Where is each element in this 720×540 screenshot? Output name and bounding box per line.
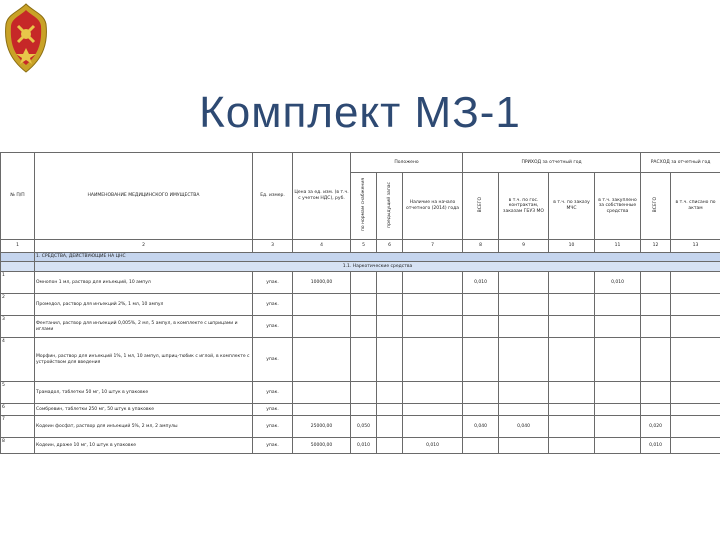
header-group-polozheno: Положено bbox=[351, 153, 463, 173]
cell-prev bbox=[377, 382, 403, 404]
cell-inc-mchs bbox=[549, 404, 595, 416]
table-row bbox=[1, 272, 720, 294]
cell-prev bbox=[377, 294, 403, 316]
cell-inc-total: 0,040 bbox=[463, 416, 499, 438]
cell-no: 6 bbox=[1, 404, 35, 416]
column-number: 9 bbox=[499, 240, 549, 253]
cell-exp-writeoff bbox=[671, 404, 720, 416]
cell-norm bbox=[351, 294, 377, 316]
table-row bbox=[1, 382, 720, 404]
table-row bbox=[1, 294, 720, 316]
cell-name: Кодеин, драже 10 мг, 10 штук в упаковке bbox=[35, 438, 253, 454]
cell-price bbox=[293, 316, 351, 338]
cell-exp-writeoff bbox=[671, 382, 720, 404]
cell-exp-total: 0,010 bbox=[641, 438, 671, 454]
cell-inc-mchs bbox=[549, 416, 595, 438]
emblem-logo bbox=[4, 2, 48, 74]
header-group-expense: РАСХОД за отчетный год bbox=[641, 153, 720, 173]
cell-start bbox=[403, 404, 463, 416]
cell-no: 8 bbox=[1, 438, 35, 454]
cell-inc-total bbox=[463, 404, 499, 416]
cell-inc-total bbox=[463, 294, 499, 316]
cell-inc-total bbox=[463, 316, 499, 338]
column-numbers-row bbox=[1, 240, 720, 253]
cell-exp-writeoff bbox=[671, 316, 720, 338]
header-unit: Ед. измер. bbox=[253, 153, 293, 240]
cell-exp-total bbox=[641, 272, 671, 294]
cell-inc-own bbox=[595, 438, 641, 454]
cell-no: 2 bbox=[1, 294, 35, 316]
cell-name: Промедол, раствор для инъекций 2%, 1 мл, 10 ампул bbox=[35, 294, 253, 316]
cell-name: Кодеин фосфат, раствор для инъекций 5%, 2 мл, 2 ампулы bbox=[35, 416, 253, 438]
slide-title: Комплект МЗ-1 bbox=[199, 88, 521, 137]
cell-inc-total bbox=[463, 438, 499, 454]
cell-exp-total: 0,020 bbox=[641, 416, 671, 438]
cell-inc-contract bbox=[499, 338, 549, 382]
cell-exp-total bbox=[641, 294, 671, 316]
column-number: 4 bbox=[293, 240, 351, 253]
cell-inc-contract bbox=[499, 316, 549, 338]
cell-inc-mchs bbox=[549, 382, 595, 404]
cell-exp-total bbox=[641, 338, 671, 382]
header-price: Цена за ед. изм. (в т.ч. с учетом НДС), руб. bbox=[293, 153, 351, 240]
cell-price bbox=[293, 338, 351, 382]
header-expense-total: ВСЕГО bbox=[641, 173, 671, 240]
cell-price bbox=[293, 404, 351, 416]
cell-inc-own bbox=[595, 416, 641, 438]
cell-inc-own: 0,010 bbox=[595, 272, 641, 294]
cell-name: Омнопон 1 мл, раствор для инъекций, 10 ампул bbox=[35, 272, 253, 294]
column-number: 11 bbox=[595, 240, 641, 253]
column-number: 12 bbox=[641, 240, 671, 253]
cell-name: Трамадол, таблетки 50 мг, 10 штук в упаковке bbox=[35, 382, 253, 404]
cell-inc-total bbox=[463, 338, 499, 382]
cell-inc-mchs bbox=[549, 438, 595, 454]
table-row bbox=[1, 404, 720, 416]
cell-no: 3 bbox=[1, 316, 35, 338]
cell-price: 10000,00 bbox=[293, 272, 351, 294]
cell-start bbox=[403, 316, 463, 338]
cell-inc-mchs bbox=[549, 294, 595, 316]
column-number: 6 bbox=[377, 240, 403, 253]
column-number: 8 bbox=[463, 240, 499, 253]
cell-inc-contract: 0,040 bbox=[499, 416, 549, 438]
table-row bbox=[1, 438, 720, 454]
cell-start bbox=[403, 382, 463, 404]
cell-unit: упак. bbox=[253, 316, 293, 338]
column-number: 13 bbox=[671, 240, 720, 253]
header-group-income: ПРИХОД за отчетный год bbox=[463, 153, 641, 173]
cell-inc-mchs bbox=[549, 338, 595, 382]
header-no: № П/П bbox=[1, 153, 35, 240]
column-number: 5 bbox=[351, 240, 377, 253]
cell-norm bbox=[351, 382, 377, 404]
cell-norm bbox=[351, 316, 377, 338]
cell-price bbox=[293, 294, 351, 316]
header-income-mchs: в т.ч. по заказу МЧС bbox=[549, 173, 595, 240]
cell-exp-writeoff bbox=[671, 294, 720, 316]
cell-norm: 0,050 bbox=[351, 416, 377, 438]
cell-exp-total bbox=[641, 404, 671, 416]
cell-exp-total bbox=[641, 316, 671, 338]
column-number: 3 bbox=[253, 240, 293, 253]
medical-supplies-table bbox=[0, 152, 720, 454]
header-income-total: ВСЕГО bbox=[463, 173, 499, 240]
cell-inc-contract bbox=[499, 404, 549, 416]
column-number: 10 bbox=[549, 240, 595, 253]
cell-start bbox=[403, 294, 463, 316]
header-income-contract: в т.ч. по гос. контрактам, заказам ГБУЗ МО bbox=[499, 173, 549, 240]
cell-unit: упак. bbox=[253, 416, 293, 438]
cell-norm: 0,010 bbox=[351, 438, 377, 454]
header-income-own: в т.ч. закуплено за собственные средства bbox=[595, 173, 641, 240]
cell-price: 25000,00 bbox=[293, 416, 351, 438]
header-name: НАИМЕНОВАНИЕ МЕДИЦИНСКОГО ИМУЩЕСТВА bbox=[35, 153, 253, 240]
cell-inc-mchs bbox=[549, 272, 595, 294]
table-row bbox=[1, 316, 720, 338]
cell-inc-contract bbox=[499, 294, 549, 316]
header-norm: по нормам снабжения bbox=[351, 173, 377, 240]
subsection-row bbox=[1, 262, 720, 272]
table-row bbox=[1, 338, 720, 382]
cell-no: 7 bbox=[1, 416, 35, 438]
cell-inc-own bbox=[595, 316, 641, 338]
cell-no: 4 bbox=[1, 338, 35, 382]
section-title: 1. СРЕДСТВА, ДЕЙСТВУЮЩИЕ НА ЦНС bbox=[35, 253, 720, 262]
cell-unit: упак. bbox=[253, 404, 293, 416]
cell-inc-contract bbox=[499, 438, 549, 454]
cell-no: 5 bbox=[1, 382, 35, 404]
cell-exp-writeoff bbox=[671, 272, 720, 294]
column-number: 7 bbox=[403, 240, 463, 253]
cell-inc-contract bbox=[499, 382, 549, 404]
cell-price bbox=[293, 382, 351, 404]
cell-name: Сомбревин, таблетки 250 мг, 50 штук в упаковке bbox=[35, 404, 253, 416]
cell-inc-mchs bbox=[549, 316, 595, 338]
cell-inc-own bbox=[595, 294, 641, 316]
cell-name: Фентанил, раствор для инъекций 0,005%, 2 мл, 5 ампул, в комплекте с шприцами и иглами bbox=[35, 316, 253, 338]
cell-exp-writeoff bbox=[671, 416, 720, 438]
cell-start bbox=[403, 338, 463, 382]
cell-inc-total: 0,010 bbox=[463, 272, 499, 294]
cell-unit: упак. bbox=[253, 272, 293, 294]
cell-inc-own bbox=[595, 382, 641, 404]
cell-unit: упак. bbox=[253, 294, 293, 316]
cell-exp-writeoff bbox=[671, 338, 720, 382]
column-number: 1 bbox=[1, 240, 35, 253]
cell-norm bbox=[351, 272, 377, 294]
cell-start bbox=[403, 416, 463, 438]
cell-inc-own bbox=[595, 404, 641, 416]
cell-norm bbox=[351, 338, 377, 382]
cell-no: 1 bbox=[1, 272, 35, 294]
cell-prev bbox=[377, 438, 403, 454]
cell-exp-total bbox=[641, 382, 671, 404]
header-start: Наличие на начало отчетного (2014) года bbox=[403, 173, 463, 240]
cell-inc-contract bbox=[499, 272, 549, 294]
cell-prev bbox=[377, 338, 403, 382]
cell-inc-total bbox=[463, 382, 499, 404]
cell-price: 50000,00 bbox=[293, 438, 351, 454]
cell-name: Морфин, раствор для инъекций 1%, 1 мл, 10 ампул, шприц-тюбик с иглой, в комплекте с устройством для введения bbox=[35, 338, 253, 382]
cell-start bbox=[403, 272, 463, 294]
column-number: 2 bbox=[35, 240, 253, 253]
section-row bbox=[1, 253, 720, 262]
cell-prev bbox=[377, 272, 403, 294]
cell-unit: упак. bbox=[253, 338, 293, 382]
cell-start: 0,010 bbox=[403, 438, 463, 454]
cell-prev bbox=[377, 404, 403, 416]
cell-prev bbox=[377, 416, 403, 438]
table-row bbox=[1, 416, 720, 438]
subsection-title: 1.1. Наркотические средства bbox=[35, 262, 720, 272]
cell-inc-own bbox=[595, 338, 641, 382]
header-expense-writeoff: в т.ч. списано по актам bbox=[671, 173, 720, 240]
cell-prev bbox=[377, 316, 403, 338]
header-prev: предыдущий запас bbox=[377, 173, 403, 240]
cell-norm bbox=[351, 404, 377, 416]
cell-unit: упак. bbox=[253, 382, 293, 404]
cell-exp-writeoff bbox=[671, 438, 720, 454]
cell-unit: упак. bbox=[253, 438, 293, 454]
